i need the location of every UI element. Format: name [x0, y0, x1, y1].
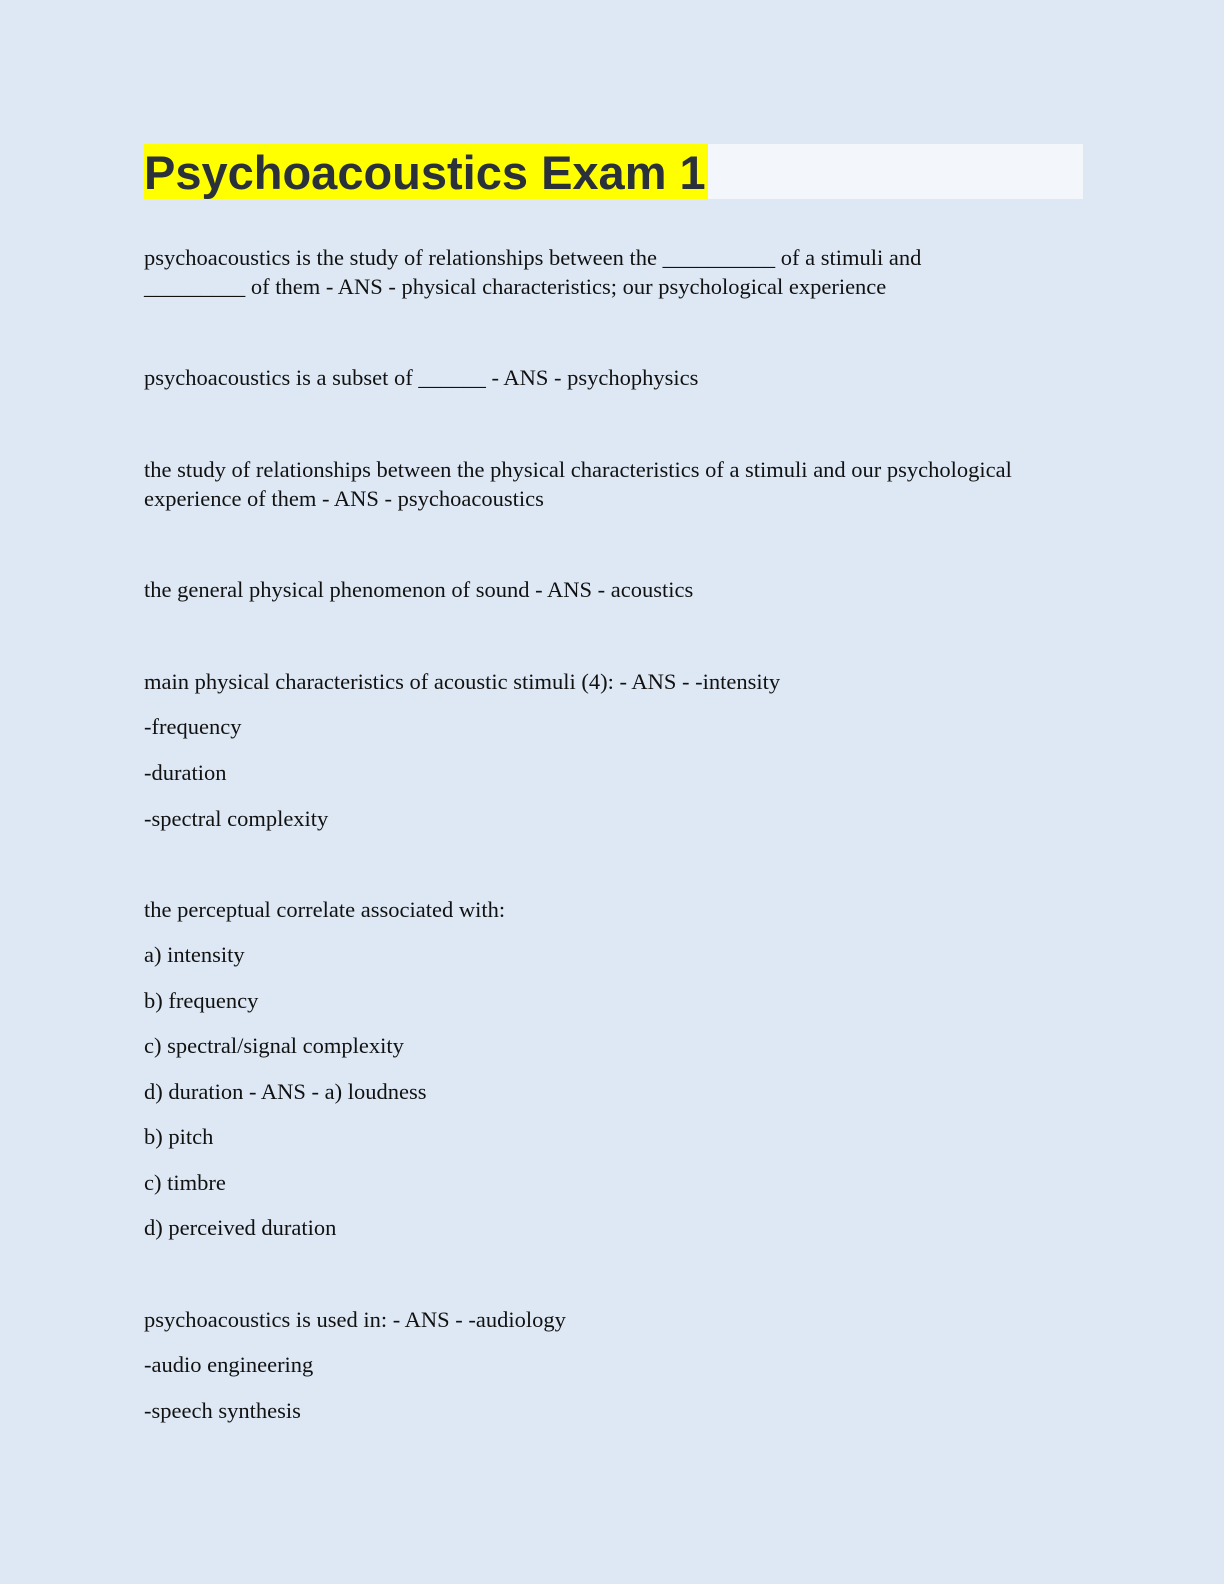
entry-6-line-3: b) frequency	[144, 988, 259, 1013]
entry-6-line-7: c) timbre	[144, 1170, 226, 1195]
entry-1-line-2: _________ of them - ANS - physical characteristics; our psychological experience	[144, 274, 887, 299]
entry-3-line-2: experience of them - ANS - psychoacoustics	[144, 486, 544, 511]
entry-6-line-1: the perceptual correlate associated with:	[144, 897, 506, 922]
entry-5-line-1: main physical characteristics of acoustic stimuli (4): - ANS - -intensity	[144, 669, 781, 694]
entry-7-line-1: psychoacoustics is used in: - ANS - -audiology	[144, 1307, 566, 1332]
entry-5-line-4: -spectral complexity	[144, 806, 329, 831]
page-title: Psychoacoustics Exam 1	[144, 146, 706, 199]
entry-7-line-2: -audio engineering	[144, 1352, 314, 1377]
entry-6-line-5: d) duration - ANS - a) loudness	[144, 1079, 427, 1104]
entry-2-line-1: psychoacoustics is a subset of ______ - ANS - psychophysics	[144, 365, 699, 390]
entry-3-line-1: the study of relationships between the physical characteristics of a stimuli and our psychological	[144, 457, 1012, 482]
entry-1-line-1: psychoacoustics is the study of relationships between the __________ of a stimuli and	[144, 245, 922, 270]
entry-6-line-4: c) spectral/signal complexity	[144, 1033, 404, 1058]
entry-5-line-2: -frequency	[144, 714, 242, 739]
entry-6-line-6: b) pitch	[144, 1124, 214, 1149]
entry-6-line-8: d) perceived duration	[144, 1215, 337, 1240]
entry-7-line-3: -speech synthesis	[144, 1398, 301, 1423]
entry-5-line-3: -duration	[144, 760, 227, 785]
entry-4-line-1: the general physical phenomenon of sound - ANS - acoustics	[144, 577, 694, 602]
entry-6-line-2: a) intensity	[144, 942, 245, 967]
